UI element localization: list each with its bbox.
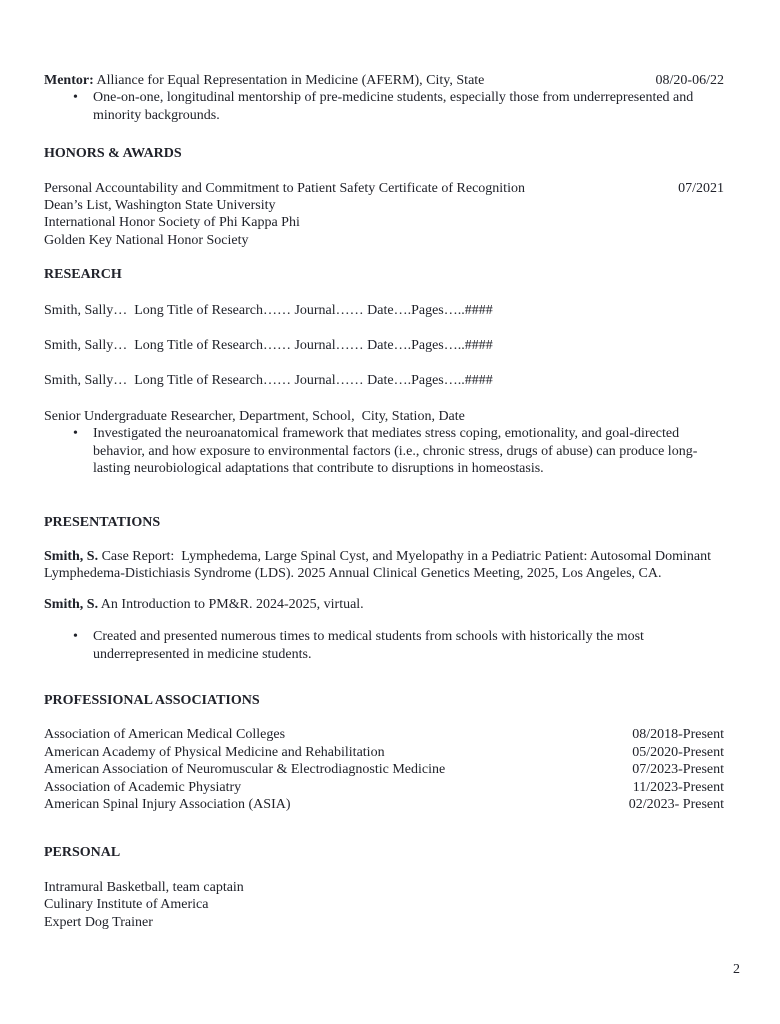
presentation-text: An Introduction to PM&R. 2024-2025, virtual. (98, 596, 364, 612)
mentor-org: Alliance for Equal Representation in Medicine (AFERM), City, State (93, 73, 485, 88)
research-citation-text: Smith, Sally… Long Title of Research…… Journal…… Date….Pages…..#### (44, 302, 493, 318)
personal-heading: PERSONAL (44, 845, 121, 861)
research-citation-text: Smith, Sally… Long Title of Research…… Journal…… Date….Pages…..#### (44, 338, 493, 354)
presentation-item (44, 548, 724, 583)
association-item (44, 761, 724, 778)
association-date: 02/2023- Present (628, 796, 724, 812)
research-citation (44, 337, 724, 354)
honors-item-date: 07/2021 (678, 180, 724, 196)
mentor-date: 08/20-06/22 (655, 73, 724, 88)
presentation-author: Smith, S. (44, 596, 99, 612)
research-position (44, 408, 724, 425)
honors-list (44, 180, 724, 250)
page-number: 2 (733, 962, 740, 977)
honors-item-text: Golden Key National Honor Society (44, 232, 249, 248)
personal-item (44, 879, 724, 896)
personal-list (44, 879, 724, 931)
presentations-heading: PRESENTATIONS (44, 514, 161, 530)
association-name: American Spinal Injury Association (ASIA) (44, 796, 291, 812)
document-content (44, 72, 724, 931)
association-item (44, 779, 724, 796)
associations-list (44, 726, 724, 813)
mentor-label: Mentor: (44, 73, 94, 88)
research-bullet-item (44, 425, 724, 477)
association-date: 05/2020-Present (632, 744, 724, 760)
association-name: Association of Academic Physiatry (44, 779, 242, 795)
honors-heading: HONORS & AWARDS (44, 146, 182, 162)
association-item (44, 796, 724, 813)
mentor-entry (44, 72, 724, 89)
presentation-author: Smith, S. (44, 548, 99, 564)
association-date: 11/2023-Present (632, 779, 724, 795)
personal-item (44, 914, 724, 931)
association-item (44, 744, 724, 761)
research-bullet-text: Investigated the neuroanatomical framework that mediates stress coping, emotionality, and goal-directed behavior, and how exposure to environmental factors (i.e., chronic stress, drugs of abuse) can produce long-lasting neurobiological adaptations that contribute to disruptions in homeostasis. (93, 426, 698, 477)
association-date: 07/2023-Present (632, 762, 724, 778)
research-citation (44, 302, 724, 319)
presentation-item (44, 596, 724, 613)
association-date: 08/2018-Present (632, 727, 724, 743)
honors-item (44, 197, 724, 214)
mentor-entry-text (44, 72, 646, 89)
research-heading: RESEARCH (44, 267, 122, 283)
association-item (44, 726, 724, 743)
mentor-bullet-item (44, 89, 724, 124)
presentations-bullet-text: Created and presented numerous times to medical students from schools with historically the most underrepresented in medicine students. (93, 629, 648, 662)
personal-item-text: Culinary Institute of America (44, 897, 209, 913)
personal-item (44, 896, 724, 913)
presentation-text: Case Report: Lymphedema, Large Spinal Cyst, and Myelopathy in a Pediatric Patient: Autosomal Dominant Lymphedema-Distichiasis Syndrome (LDS). 2025 Annual Clinical Genetics Meeting, 2025, Los Angeles, CA. (44, 548, 715, 582)
personal-item-text: Intramural Basketball, team captain (44, 879, 244, 895)
mentor-bullet-text: One-on-one, longitudinal mentorship of pre-medicine students, especially those from underrepresented and minority backgrounds. (93, 90, 697, 123)
honors-item (44, 214, 724, 231)
presentations-bullet-item (44, 628, 724, 663)
association-name: Association of American Medical Colleges (44, 727, 286, 743)
association-name: American Academy of Physical Medicine and Rehabilitation (44, 744, 385, 760)
honors-item-text: Dean’s List, Washington State University (44, 198, 276, 214)
association-name: American Association of Neuromuscular & Electrodiagnostic Medicine (44, 762, 446, 778)
honors-item-text: International Honor Society of Phi Kappa Phi (44, 215, 300, 231)
research-citation (44, 372, 724, 389)
research-citation-text: Smith, Sally… Long Title of Research…… Journal…… Date….Pages…..#### (44, 373, 493, 389)
honors-item-text: Personal Accountability and Commitment to Patient Safety Certificate of Recognition (44, 180, 525, 196)
associations-heading: PROFESSIONAL ASSOCIATIONS (44, 692, 260, 708)
personal-item-text: Expert Dog Trainer (44, 914, 153, 930)
research-position-text: Senior Undergraduate Researcher, Department, School, City, Station, Date (44, 408, 465, 424)
honors-item (44, 232, 724, 249)
honors-item (44, 180, 724, 197)
